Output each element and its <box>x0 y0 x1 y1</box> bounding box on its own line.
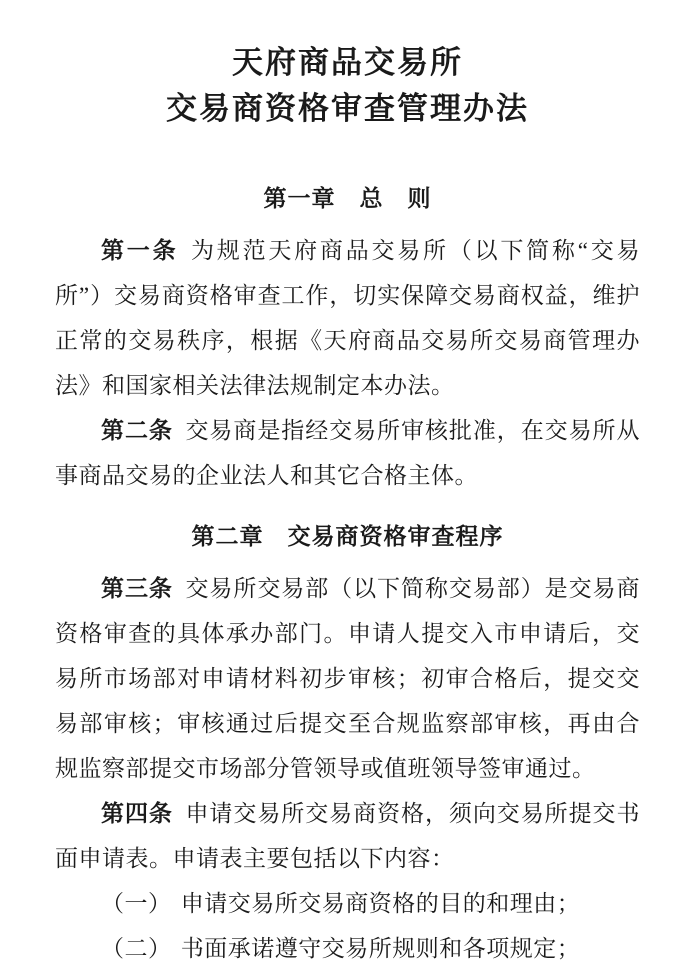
list-item-1-marker: （一） <box>101 891 172 916</box>
article-4-text: 申请交易所交易商资格，须向交易所提交书面申请表。申请表主要包括以下内容： <box>55 801 641 871</box>
article-1-text: 为规范天府商品交易所（以下简称“交易所”）交易商资格审查工作，切实保障交易商权益，维护正常的交易秩序，根据《天府商品交易所交易商管理办法》和国家相关法律法规制定本办法。 <box>55 238 641 398</box>
chapter-1-heading: 第一章 总 则 <box>263 185 432 211</box>
list-item-2 <box>55 926 640 964</box>
document-title <box>55 40 640 132</box>
list-item-2-marker: （二） <box>101 936 172 961</box>
article-3-number: 第三条 <box>101 576 173 601</box>
list-item-2-text: 书面承诺遵守交易所规则和各项规定； <box>180 936 581 961</box>
article-2-text: 交易商是指经交易所审核批准，在交易所从事商品交易的企业法人和其它合格主体。 <box>55 418 641 488</box>
article-1-number: 第一条 <box>101 238 179 263</box>
list-item-1-text: 申请交易所交易商资格的目的和理由； <box>180 891 581 916</box>
article-2 <box>55 408 640 498</box>
article-2-number: 第二条 <box>101 418 173 443</box>
article-4-number: 第四条 <box>101 801 173 826</box>
article-3-text: 交易所交易部（以下简称交易部）是交易商资格审查的具体承办部门。申请人提交入市申请后，交易所市场部对申请材料初步审核；初审合格后，提交交易部审核；审核通过后提交至合规监察部审核，再由合规监察部提交市场部分管领导或值班领导签审通过。 <box>55 576 641 781</box>
article-1 <box>55 228 640 408</box>
article-4 <box>55 791 640 881</box>
list-item-1 <box>55 881 640 926</box>
chapter-2-heading: 第二章 交易商资格审查程序 <box>191 523 504 549</box>
document-title-line-1: 天府商品交易所 <box>232 45 463 80</box>
document-title-line-2: 交易商资格审查管理办法 <box>166 91 529 126</box>
article-3 <box>55 566 640 791</box>
